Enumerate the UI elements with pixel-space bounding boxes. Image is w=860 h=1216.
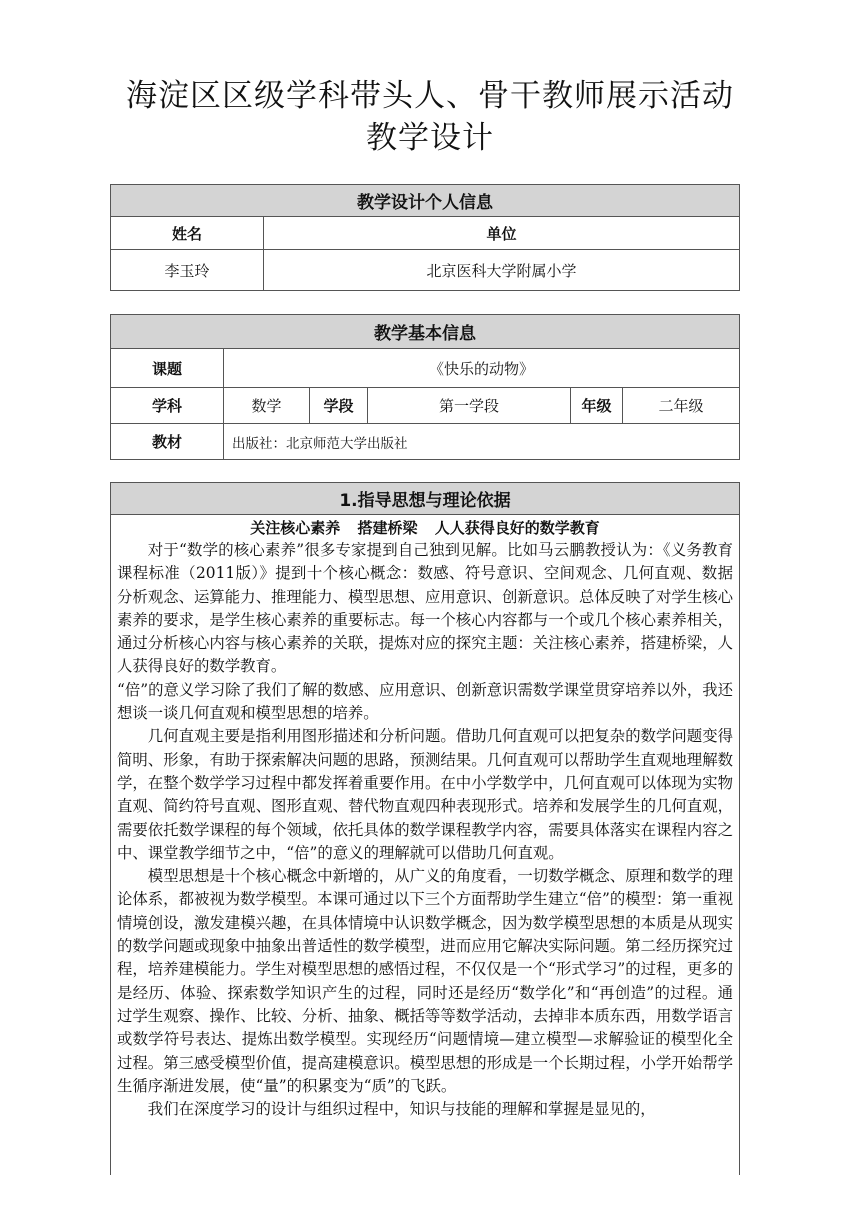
- textbook-label: 教材: [111, 424, 224, 460]
- unit-column-header: 单位: [264, 217, 740, 250]
- name-column-header: 姓名: [111, 217, 264, 250]
- topic-value: 《快乐的动物》: [224, 349, 740, 388]
- personal-info-header: 教学设计个人信息: [111, 185, 740, 217]
- paragraph-geometric-intuition: 几何直观主要是指利用图形描述和分析问题。借助几何直观可以把复杂的数学问题变得简明、形象，有助于探索解决问题的思路，预测结果。几何直观可以帮助学生直观地理解数学，在整个数学学习过程中都发挥着重要作用。在中小学数学中，几何直观可以体现为实物直观、简约符号直观、图形直观、替代物直观四种表现形式。培养和发展学生的几何直观，需要依托数学课程的每个领域，依托具体的数学课程教学内容，需要具体落实在课程内容之中、课堂教学细节之中，“倍”的意义的理解就可以借助几何直观。: [117, 727, 733, 862]
- subject-label: 学科: [111, 388, 224, 424]
- document-subtitle: 教学设计: [366, 120, 494, 156]
- paragraph-deep-learning: 我们在深度学习的设计与组织过程中，知识与技能的理解和掌握是显见的，: [147, 1100, 656, 1119]
- personal-info-table: [110, 184, 740, 291]
- subject-value: 数学: [224, 388, 310, 424]
- grade-label: 年级: [571, 388, 623, 424]
- paragraph-multiple-meaning: “倍”的意义学习除了我们了解的数感、应用意识、创新意识需数学课堂贯穿培养以外，我还想谈一谈几何直观和模型思想的培养。: [117, 680, 733, 723]
- document-title: 海淀区区级学科带头人、骨干教师展示活动: [126, 78, 734, 114]
- teacher-unit: 北京医科大学附属小学: [264, 250, 740, 291]
- paragraph-model-thinking: 模型思想是十个核心概念中新增的，从广义的角度看，一切数学概念、原理和数学的理论体系，都被视为数学模型。本课可通过以下三个方面帮助学生建立“倍”的模型：第一重视情境创设，激发建模兴趣，在具体情境中认识数学概念，因为数学模型思想的本质是从现实的数学问题或现象中抽象出普适性的数学模型，进而应用它解决实际问题。第二经历探究过程，培养建模能力。学生对模型思想的感悟过程，不仅仅是一个“形式学习”的过程，更多的是经历、体验、探索数学知识产生的过程，同时还是经历“数学化”和“再创造”的过程。通过学生观察、操作、比较、分析、抽象、概括等等数学活动，去掉非本质东西，用数学语言或数学符号表达、提炼出数学模型。实现经历“问题情境—建立模型—求解验证的模型化全过程。第三感受模型价值，提高建模意识。模型思想的形成是一个长期过程，小学开始帮学生循序渐进发展，使“量”的积累变为“质”的飞跃。: [117, 867, 733, 1095]
- basic-info-table: [110, 314, 740, 460]
- guidance-subtitle: 关注核心素养 搭建桥梁 人人获得良好的数学教育: [250, 519, 600, 537]
- guidance-table: [110, 482, 740, 1175]
- topic-label: 课题: [111, 349, 224, 388]
- paragraph-core-literacy: 对于“数学的核心素养”很多专家提到自己独到见解。比如马云鹏教授认为：《义务教育课程标准（2011版）》提到十个核心概念：数感、符号意识、空间观念、几何直观、数据分析观念、运算能力、推理能力、模型思想、应用意识、创新意识。总体反映了对学生核心素养的要求，是学生核心素养的重要标志。每一个核心内容都与一个或几个核心素养相关，通过分析核心内容与核心素养的关联，提炼对应的探究主题：关注核心素养，搭建桥梁，人人获得良好的数学教育。: [117, 541, 733, 676]
- guidance-header: 1.指导思想与理论依据: [111, 483, 740, 515]
- textbook-value: 出版社：北京师范大学出版社: [224, 424, 740, 460]
- grade-value: 二年级: [623, 388, 740, 424]
- period-value: 第一学段: [368, 388, 571, 424]
- teacher-name: 李玉玲: [111, 250, 264, 291]
- basic-info-header: 教学基本信息: [111, 315, 740, 349]
- period-label: 学段: [310, 388, 368, 424]
